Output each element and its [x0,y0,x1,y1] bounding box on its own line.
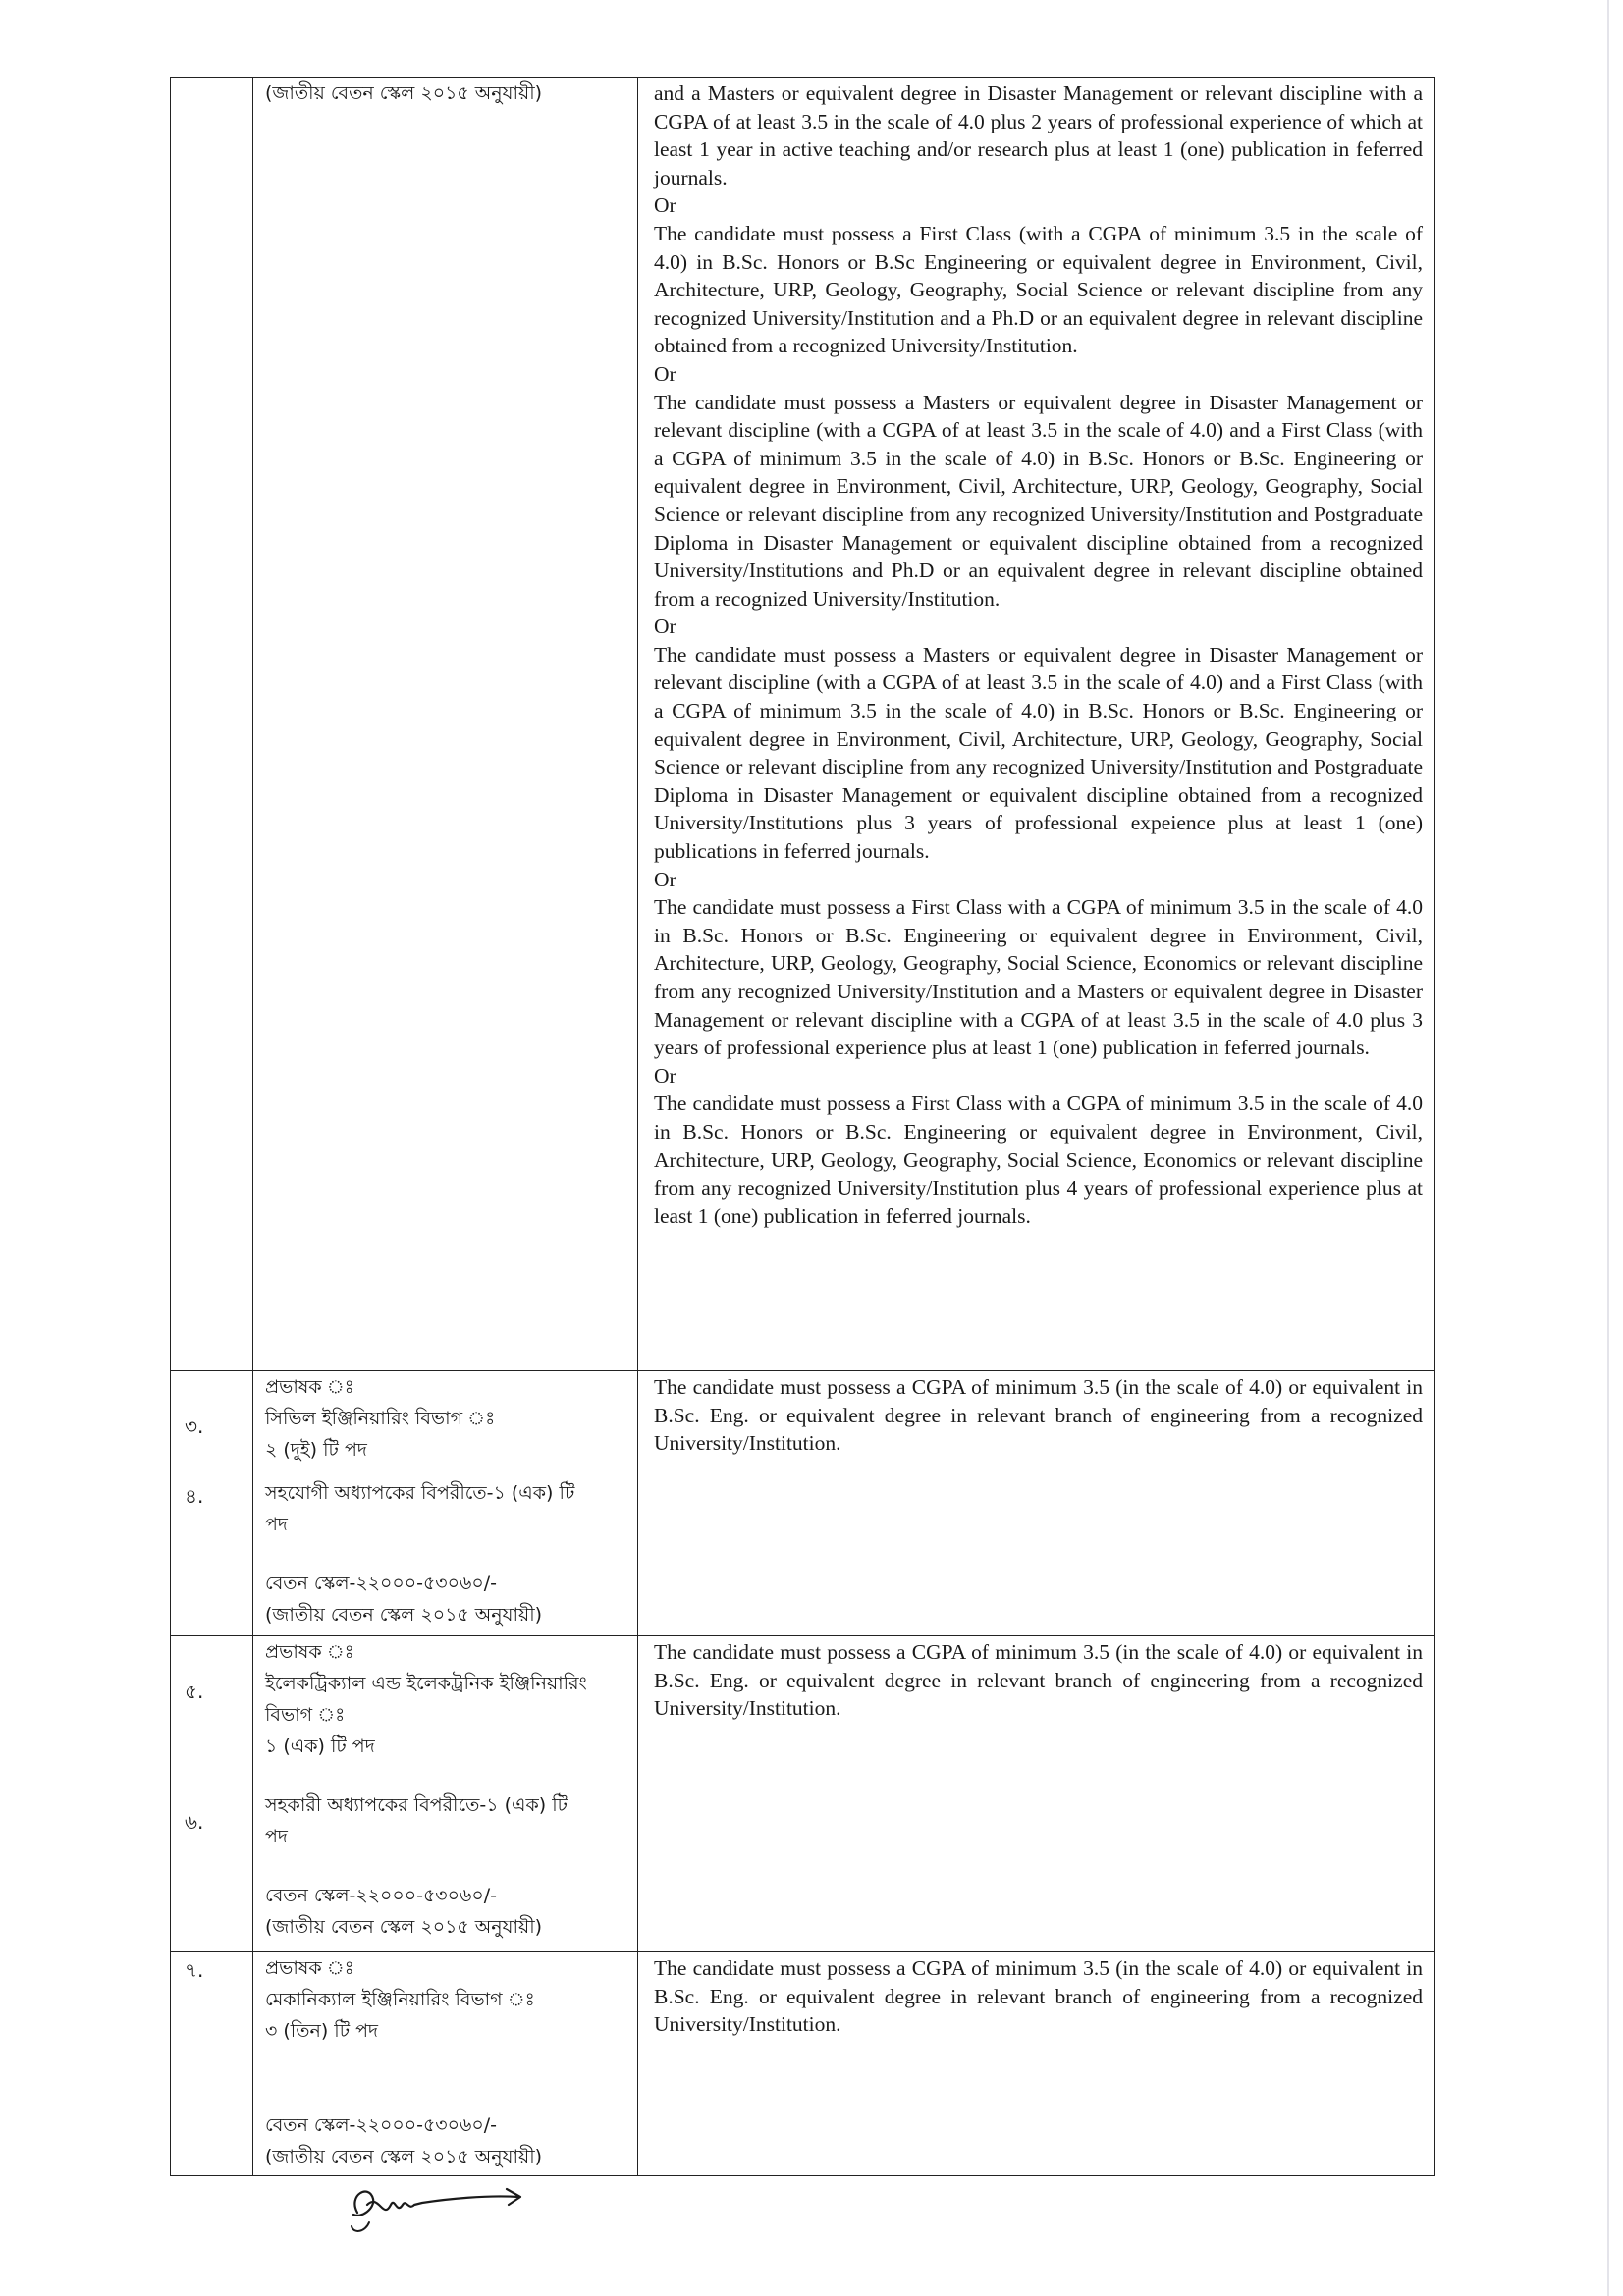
qualification-paragraph: The candidate must possess a Masters or equivalent degree in Disaster Management or relevant discipline (with a CGPA of at least 3.5 in the scale of 4.0) and a First Class (with a CGPA of minimum 3.5 in the scale of 4.0) in B.Sc. Honors or B.Sc. Engineering or equivalent degree in Environment, Civil, Architecture, URP, Geology, Geography, Social Science or relevant discipline from any recognized University/Institution and Postgraduate Diploma in Disaster Management or equivalent discipline obtained from a recognized University/Institutions plus 3 years of professional expeience plus at least 1 (one) publications in feferred journals. [654,642,1423,864]
post-count: ৩ (তিন) টি পদ [265,2020,378,2042]
pay-scale-note: (জাতীয় বেতন স্কেল ২০১৫ অনুযায়ী) [265,1916,543,1938]
qualification-text: The candidate must possess a CGPA of minimum 3.5 (in the scale of 4.0) or equivalent in B.Sc. Eng. or equivalent degree in relevant branch of engineering from a recognized University/Institution. [654,1956,1423,2037]
post-cell [253,1636,638,1952]
or-separator: Or [654,193,676,218]
department-name: সিভিল ইঞ্জিনিয়ারিং বিভাগ ঃ [265,1408,496,1429]
serial-number: ৩. [185,1415,204,1438]
qualification-paragraph: and a Masters or equivalent degree in Disaster Management or relevant discipline with a CGPA of at least 3.5 in the scale of 4.0 plus 2 years of professional experience of which at least 1 year in active teaching and/or research plus at least 1 (one) publication in feferred journals. [654,81,1423,189]
serial-cell [171,78,253,1371]
post-note: সহযোগী অধ্যাপকের বিপরীতে-১ (এক) টি [265,1482,575,1504]
recruitment-table [170,77,1435,2176]
qualification-text: The candidate must possess a CGPA of minimum 3.5 (in the scale of 4.0) or equivalent in B.Sc. Eng. or equivalent degree in relevant branch of engineering from a recognized University/Institution. [654,1640,1423,1721]
or-separator: Or [654,867,676,891]
department-name: মেকানিক্যাল ইঞ্জিনিয়ারিং বিভাগ ঃ [265,1989,535,2010]
pay-scale: বেতন স্কেল-২২০০০-৫৩০৬০/- [265,1885,497,1906]
qualification-text [638,78,1434,1232]
qualification-paragraph: The candidate must possess a First Class with a CGPA of minimum 3.5 in the scale of 4.0 in B.Sc. Honors or B.Sc. Engineering or equivalent degree in Environment, Civil, Architecture, URP, Geology, Geography, Social Science, Economics or relevant discipline from any recognized University/Institution plus 4 years of professional experience plus at least 1 (one) publication in feferred journals. [654,1092,1423,1228]
qualification-cell [638,1952,1435,2176]
post-cell [253,1952,638,2176]
department-name: ইলেকট্রিক্যাল এন্ড ইলেকট্রনিক ইঞ্জিনিয়ারিং [265,1673,587,1694]
post-count: ২ (দুই) টি পদ [265,1439,367,1461]
pay-scale-note: (জাতীয় বেতন স্কেল ২০১৫ অনুযায়ী) [265,1604,543,1626]
pay-scale-note: (জাতীয় বেতন স্কেল ২০১৫ অনুযায়ী) [265,82,543,104]
signature-image [340,2175,526,2244]
post-count: ১ (এক) টি পদ [265,1735,375,1757]
or-separator: Or [654,614,676,639]
table-row [171,1636,1435,1952]
post-note: পদ [265,1826,288,1847]
qualification-paragraph: The candidate must possess a Masters or equivalent degree in Disaster Management or relevant discipline (with a CGPA of at least 3.5 in the scale of 4.0) and a First Class (with a CGPA of minimum 3.5 in the scale of 4.0) in B.Sc. Honors or B.Sc. Engineering or equivalent degree in Environment, Civil, Architecture, URP, Geology, Geography, Social Science or relevant discipline from any recognized University/Institution and Postgraduate Diploma in Disaster Management or equivalent discipline obtained from a recognized University/Institutions and Ph.D or an equivalent degree in relevant discipline obtained from a recognized University/Institution. [654,390,1423,611]
qualification-paragraph: The candidate must possess a First Class (with a CGPA of minimum 3.5 in the scale of 4.0) in B.Sc. Honors or B.Sc Engineering or equivalent degree in Environment, Civil, Architecture, URP, Geology, Geography, Social Science or relevant discipline from any recognized University/Institution and a Ph.D or an equivalent degree in relevant discipline obtained from a recognized University/Institution. [654,221,1423,358]
qualification-paragraph: The candidate must possess a First Class with a CGPA of minimum 3.5 in the scale of 4.0 in B.Sc. Honors or B.Sc. Engineering or equivalent degree in Environment, Civil, Architecture, URP, Geology, Geography, Social Science, Economics or relevant discipline from any recognized University/Institution and a Masters or equivalent degree in Disaster Management or relevant discipline with a CGPA of at least 3.5 in the scale of 4.0 plus 3 years of professional experience plus at least 1 (one) publication in feferred journals. [654,895,1423,1060]
post-title: প্রভাষক ঃ [265,1376,354,1398]
qualification-cell [638,1371,1435,1636]
pay-scale: বেতন স্কেল-২২০০০-৫৩০৬০/- [265,2114,497,2136]
qualification-cell [638,78,1435,1371]
department-name: বিভাগ ঃ [265,1704,346,1726]
serial-number: ৫. [185,1680,204,1703]
table-row [171,1371,1435,1636]
serial-number: ৭. [185,1958,204,1982]
post-cell [253,1371,638,1636]
post-title: প্রভাষক ঃ [265,1641,354,1663]
table-row [171,78,1435,1371]
qualification-cell [638,1636,1435,1952]
serial-cell [171,1636,253,1952]
page-edge-line [1607,0,1609,2296]
table-row [171,1952,1435,2176]
serial-number: ৬. [185,1810,204,1834]
serial-cell [171,1952,253,2176]
or-separator: Or [654,361,676,386]
pay-scale-note: (জাতীয় বেতন স্কেল ২০১৫ অনুযায়ী) [265,2146,543,2167]
serial-cell [171,1371,253,1636]
post-title: প্রভাষক ঃ [265,1957,354,1979]
post-cell [253,78,638,1371]
pay-scale: বেতন স্কেল-২২০০০-৫৩০৬০/- [265,1573,497,1594]
or-separator: Or [654,1063,676,1088]
qualification-text: The candidate must possess a CGPA of minimum 3.5 (in the scale of 4.0) or equivalent in B.Sc. Eng. or equivalent degree in relevant branch of engineering from a recognized University/Institution. [654,1375,1423,1456]
serial-number: ৪. [185,1484,204,1508]
post-note: পদ [265,1514,288,1535]
post-note: সহকারী অধ্যাপকের বিপরীতে-১ (এক) টি [265,1794,568,1816]
